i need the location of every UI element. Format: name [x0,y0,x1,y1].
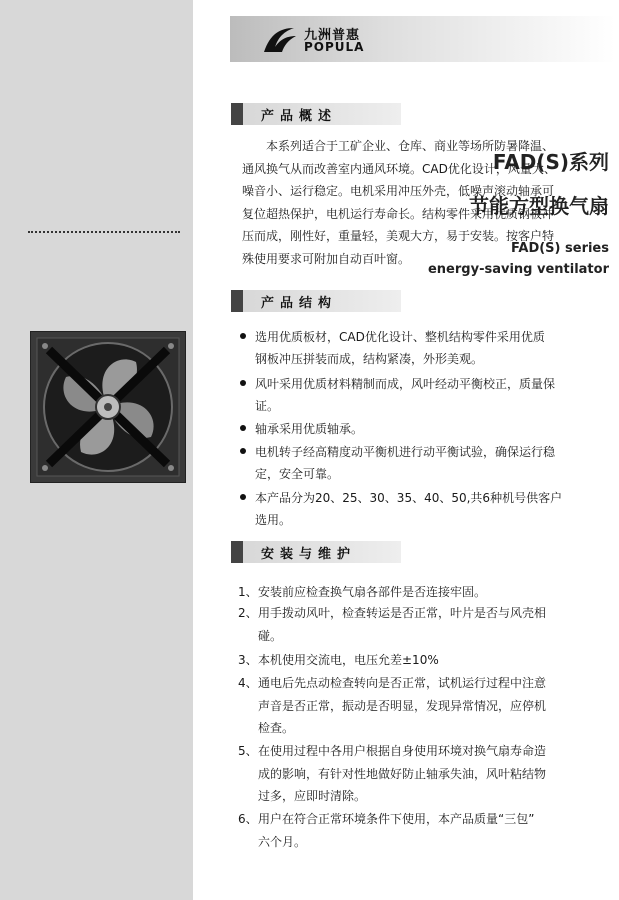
fan-product-image [30,331,186,483]
bullet-line: 电机转子经高精度动平衡机进行动平衡试验，确保运行稳 [255,445,556,459]
bullet-line: 风叶采用优质材料精制而成，风叶经动平衡校正，质量保 [255,377,556,391]
list-item [238,602,546,647]
overview-heading-label: 产品概述 [261,109,338,124]
brand-mark-icon [260,24,298,56]
overview-line: 本系列适合于工矿企业、仓库、商业等场所防暑降温、 [266,139,555,153]
item-line: 用手拨动风叶，检查转运是否正常，叶片是否与风壳相 [258,606,547,620]
bullet-icon [240,448,246,454]
item-line: 六个月。 [258,834,307,849]
item-line: 过多，应即时清除。 [258,789,367,803]
bullet-line: 证。 [255,399,280,413]
item-line: 安装前应检查换气扇各部件是否连接牢固。 [258,585,487,599]
item-number: 4、 [238,676,258,690]
item-line: 成的影响，有针对性地做好防止轴承失油，风叶粘结物 [258,766,547,781]
bullet-line: 本产品分为20、25、30、35、40、50,共6种机号供客户 [255,491,563,505]
bullet-line: 轴承采用优质轴承。 [255,422,364,436]
heading-marker [231,290,243,312]
dotted-divider [28,231,180,233]
brand-name-cn: 九洲普惠 [304,28,361,43]
bullet-icon [240,425,246,431]
list-item [240,441,555,485]
item-line: 在使用过程中各用户根据自身使用环境对换气扇寿命造 [258,744,547,758]
list-item [238,649,439,672]
item-line: 声音是否正常，振动是否明显，发现异常情况，应停机 [258,698,547,713]
item-line: 通电后先点动检查转向是否正常，试机运行过程中注意 [258,676,547,690]
brand-logo [230,16,615,62]
product-series-title: FAD(S)系列 [492,150,609,174]
item-line: 检查。 [258,721,295,735]
list-item [240,418,363,440]
product-name-title: 节能方型换气扇 [469,194,609,218]
bullet-line: 选用优质板材，CAD优化设计、整机结构零件采用优质 [255,330,545,344]
product-series-title-en: FAD(S) series [511,241,609,256]
heading-marker [231,541,243,563]
overview-line: 复位超热保护，电机运行寿命长。结构零件采用优质钢板冲 [242,206,555,221]
overview-paragraph [242,135,594,271]
bullet-line: 定，安全可靠。 [255,467,340,481]
overview-heading [231,103,401,125]
list-item [238,581,486,604]
install-heading [231,541,401,563]
brand-name-en: POPULA [304,40,365,54]
list-item [240,326,545,370]
list-item [238,672,546,740]
product-name-title-en: energy-saving ventilator [427,262,609,277]
item-line: 碰。 [258,628,283,643]
overview-line: 通风换气从而改善室内通风环境。CAD优化设计，风量大、 [242,161,556,176]
item-line: 本机使用交流电，电压允差±10% [258,653,439,667]
bullet-line: 选用。 [255,513,292,527]
list-item [240,373,555,417]
bullet-icon [240,380,246,386]
bullet-icon [240,333,246,339]
list-item [238,808,534,853]
list-item [240,487,562,531]
item-line: 用户在符合正常环境条件下使用，本产品质量“三包” [258,812,535,826]
item-number: 2、 [238,606,258,620]
item-number: 5、 [238,744,258,758]
structure-heading [231,290,401,312]
item-number: 6、 [238,812,258,826]
bullet-line: 钢板冲压拼装而成，结构紧凑，外形美观。 [255,352,484,366]
list-item [238,740,546,808]
install-heading-label: 安装与维护 [261,547,357,562]
overview-line: 压而成，刚性好，重量轻，美观大方，易于安装。按客户特 [242,229,555,244]
bullet-icon [240,494,246,500]
overview-line: 殊使用要求可附加自动百叶窗。 [242,251,411,266]
item-number: 1、 [238,585,258,599]
heading-marker [231,103,243,125]
overview-line: 噪音小、运行稳定。电机采用冲压外壳，低噪声滚动轴承可 [242,184,555,199]
structure-heading-label: 产品结构 [261,296,338,311]
item-number: 3、 [238,653,258,667]
